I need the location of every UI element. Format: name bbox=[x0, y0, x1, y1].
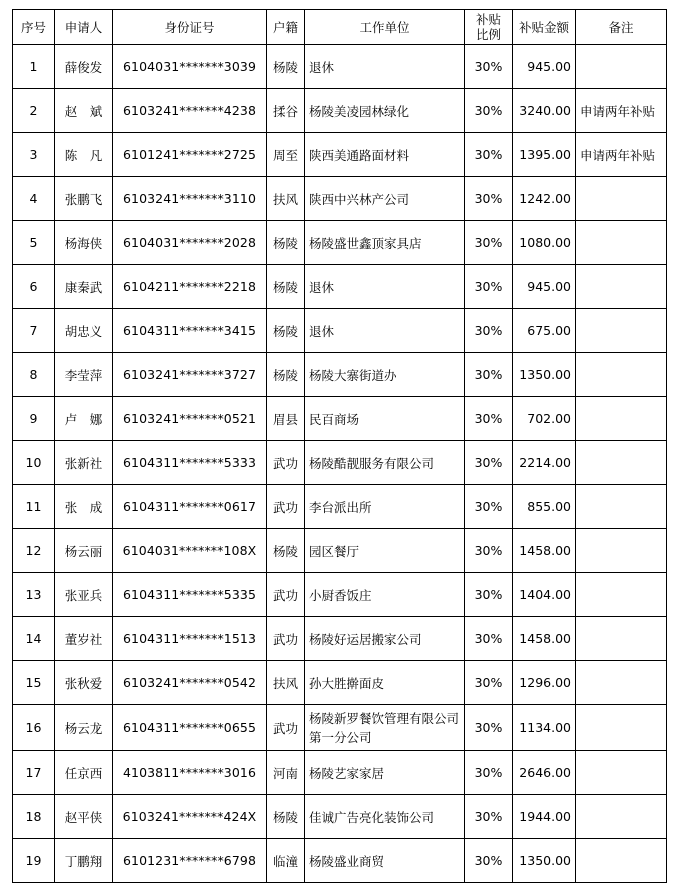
cell-id-number: 6104311*******0655 bbox=[113, 705, 267, 751]
cell-hukou: 武功 bbox=[267, 485, 305, 529]
table-row bbox=[13, 221, 667, 265]
cell-seq: 16 bbox=[13, 705, 55, 751]
cell-amount: 702.00 bbox=[513, 397, 576, 441]
cell-employer: 杨陵盛世鑫顶家具店 bbox=[305, 221, 465, 265]
table-body bbox=[13, 45, 667, 883]
cell-applicant: 康秦武 bbox=[55, 265, 113, 309]
cell-remark bbox=[576, 397, 667, 441]
cell-applicant: 张秋爱 bbox=[55, 661, 113, 705]
header-ratio bbox=[465, 10, 513, 45]
cell-remark bbox=[576, 265, 667, 309]
table-row bbox=[13, 353, 667, 397]
header-seq: 序号 bbox=[13, 10, 55, 45]
cell-seq: 18 bbox=[13, 795, 55, 839]
cell-employer: 杨陵大寨街道办 bbox=[305, 353, 465, 397]
table-header bbox=[13, 10, 667, 45]
table-row bbox=[13, 795, 667, 839]
cell-id-number: 6104311*******5335 bbox=[113, 573, 267, 617]
cell-id-number: 6104311*******0617 bbox=[113, 485, 267, 529]
cell-remark bbox=[576, 177, 667, 221]
cell-applicant: 丁鹏翔 bbox=[55, 839, 113, 883]
cell-amount: 675.00 bbox=[513, 309, 576, 353]
cell-id-number: 6104031*******2028 bbox=[113, 221, 267, 265]
cell-employer: 小厨香饭庄 bbox=[305, 573, 465, 617]
header-employer: 工作单位 bbox=[305, 10, 465, 45]
cell-hukou: 眉县 bbox=[267, 397, 305, 441]
cell-employer: 杨陵新罗餐饮管理有限公司第一分公司 bbox=[305, 705, 465, 751]
cell-applicant: 卢 娜 bbox=[55, 397, 113, 441]
cell-amount: 1242.00 bbox=[513, 177, 576, 221]
cell-remark bbox=[576, 705, 667, 751]
cell-id-number: 6103241*******3727 bbox=[113, 353, 267, 397]
cell-applicant: 胡忠义 bbox=[55, 309, 113, 353]
cell-remark bbox=[576, 485, 667, 529]
cell-applicant: 张新社 bbox=[55, 441, 113, 485]
cell-amount: 1296.00 bbox=[513, 661, 576, 705]
cell-ratio: 30% bbox=[465, 705, 513, 751]
cell-seq: 19 bbox=[13, 839, 55, 883]
cell-hukou: 周至 bbox=[267, 133, 305, 177]
cell-ratio: 30% bbox=[465, 573, 513, 617]
cell-employer: 陕西美通路面材料 bbox=[305, 133, 465, 177]
cell-seq: 5 bbox=[13, 221, 55, 265]
cell-applicant: 陈 凡 bbox=[55, 133, 113, 177]
cell-id-number: 6104311*******1513 bbox=[113, 617, 267, 661]
cell-amount: 3240.00 bbox=[513, 89, 576, 133]
cell-remark bbox=[576, 839, 667, 883]
cell-amount: 1458.00 bbox=[513, 529, 576, 573]
cell-amount: 1080.00 bbox=[513, 221, 576, 265]
cell-id-number: 6101231*******6798 bbox=[113, 839, 267, 883]
cell-ratio: 30% bbox=[465, 617, 513, 661]
cell-remark bbox=[576, 353, 667, 397]
table-row bbox=[13, 751, 667, 795]
cell-amount: 1134.00 bbox=[513, 705, 576, 751]
cell-seq: 9 bbox=[13, 397, 55, 441]
cell-seq: 3 bbox=[13, 133, 55, 177]
cell-ratio: 30% bbox=[465, 177, 513, 221]
cell-applicant: 薛俊发 bbox=[55, 45, 113, 89]
header-remark: 备注 bbox=[576, 10, 667, 45]
cell-ratio: 30% bbox=[465, 839, 513, 883]
cell-seq: 11 bbox=[13, 485, 55, 529]
cell-ratio: 30% bbox=[465, 529, 513, 573]
cell-ratio: 30% bbox=[465, 353, 513, 397]
cell-amount: 855.00 bbox=[513, 485, 576, 529]
cell-ratio: 30% bbox=[465, 133, 513, 177]
cell-seq: 8 bbox=[13, 353, 55, 397]
cell-ratio: 30% bbox=[465, 661, 513, 705]
table-row bbox=[13, 661, 667, 705]
cell-id-number: 6104211*******2218 bbox=[113, 265, 267, 309]
header-applicant: 申请人 bbox=[55, 10, 113, 45]
cell-amount: 945.00 bbox=[513, 45, 576, 89]
cell-employer: 佳诚广告亮化装饰公司 bbox=[305, 795, 465, 839]
cell-hukou: 揉谷 bbox=[267, 89, 305, 133]
cell-ratio: 30% bbox=[465, 89, 513, 133]
cell-hukou: 扶风 bbox=[267, 177, 305, 221]
table-row bbox=[13, 265, 667, 309]
cell-ratio: 30% bbox=[465, 751, 513, 795]
cell-applicant: 张鹏飞 bbox=[55, 177, 113, 221]
table-row bbox=[13, 441, 667, 485]
cell-hukou: 扶风 bbox=[267, 661, 305, 705]
header-hukou: 户籍 bbox=[267, 10, 305, 45]
cell-remark bbox=[576, 617, 667, 661]
cell-employer: 退休 bbox=[305, 265, 465, 309]
cell-ratio: 30% bbox=[465, 795, 513, 839]
cell-applicant: 赵 斌 bbox=[55, 89, 113, 133]
cell-employer: 杨陵美凌园林绿化 bbox=[305, 89, 465, 133]
cell-employer: 杨陵艺家家居 bbox=[305, 751, 465, 795]
cell-seq: 7 bbox=[13, 309, 55, 353]
table-row bbox=[13, 133, 667, 177]
header-row bbox=[13, 10, 667, 45]
header-ratio-line1: 补贴 bbox=[475, 12, 501, 27]
table-row bbox=[13, 177, 667, 221]
cell-amount: 1395.00 bbox=[513, 133, 576, 177]
cell-seq: 6 bbox=[13, 265, 55, 309]
cell-id-number: 6104311*******5333 bbox=[113, 441, 267, 485]
cell-amount: 2646.00 bbox=[513, 751, 576, 795]
cell-seq: 13 bbox=[13, 573, 55, 617]
cell-employer: 退休 bbox=[305, 45, 465, 89]
cell-hukou: 杨陵 bbox=[267, 353, 305, 397]
cell-employer: 园区餐厅 bbox=[305, 529, 465, 573]
cell-id-number: 6103241*******0521 bbox=[113, 397, 267, 441]
cell-seq: 17 bbox=[13, 751, 55, 795]
cell-employer: 民百商场 bbox=[305, 397, 465, 441]
cell-applicant: 杨云龙 bbox=[55, 705, 113, 751]
cell-id-number: 6104311*******3415 bbox=[113, 309, 267, 353]
cell-employer: 杨陵好运居搬家公司 bbox=[305, 617, 465, 661]
cell-remark bbox=[576, 309, 667, 353]
header-ratio-line2: 比例 bbox=[475, 27, 501, 42]
cell-hukou: 武功 bbox=[267, 705, 305, 751]
cell-remark bbox=[576, 795, 667, 839]
cell-employer: 退休 bbox=[305, 309, 465, 353]
cell-remark bbox=[576, 573, 667, 617]
cell-seq: 12 bbox=[13, 529, 55, 573]
cell-applicant: 赵平侠 bbox=[55, 795, 113, 839]
cell-id-number: 6104031*******3039 bbox=[113, 45, 267, 89]
cell-applicant: 张亚兵 bbox=[55, 573, 113, 617]
header-id-number: 身份证号 bbox=[113, 10, 267, 45]
table-row bbox=[13, 309, 667, 353]
cell-amount: 1458.00 bbox=[513, 617, 576, 661]
cell-id-number: 6104031*******108X bbox=[113, 529, 267, 573]
cell-ratio: 30% bbox=[465, 45, 513, 89]
cell-applicant: 张 成 bbox=[55, 485, 113, 529]
cell-seq: 10 bbox=[13, 441, 55, 485]
cell-id-number: 6103241*******424X bbox=[113, 795, 267, 839]
cell-remark bbox=[576, 45, 667, 89]
table-row bbox=[13, 839, 667, 883]
cell-employer: 杨陵酷靓服务有限公司 bbox=[305, 441, 465, 485]
cell-amount: 945.00 bbox=[513, 265, 576, 309]
header-amount: 补贴金额 bbox=[513, 10, 576, 45]
cell-remark bbox=[576, 441, 667, 485]
cell-remark: 申请两年补贴 bbox=[576, 89, 667, 133]
cell-employer: 陕西中兴林产公司 bbox=[305, 177, 465, 221]
cell-amount: 1944.00 bbox=[513, 795, 576, 839]
cell-remark bbox=[576, 221, 667, 265]
cell-id-number: 6103241*******4238 bbox=[113, 89, 267, 133]
cell-applicant: 杨海侠 bbox=[55, 221, 113, 265]
table-row bbox=[13, 617, 667, 661]
table-row bbox=[13, 529, 667, 573]
cell-hukou: 河南 bbox=[267, 751, 305, 795]
subsidy-table bbox=[12, 9, 667, 883]
table-row bbox=[13, 705, 667, 751]
cell-employer: 李台派出所 bbox=[305, 485, 465, 529]
cell-amount: 1350.00 bbox=[513, 353, 576, 397]
cell-ratio: 30% bbox=[465, 309, 513, 353]
cell-ratio: 30% bbox=[465, 485, 513, 529]
cell-remark bbox=[576, 529, 667, 573]
cell-remark bbox=[576, 751, 667, 795]
cell-ratio: 30% bbox=[465, 441, 513, 485]
cell-ratio: 30% bbox=[465, 221, 513, 265]
cell-remark bbox=[576, 661, 667, 705]
cell-applicant: 李莹萍 bbox=[55, 353, 113, 397]
table-row bbox=[13, 45, 667, 89]
cell-seq: 4 bbox=[13, 177, 55, 221]
cell-id-number: 6103241*******3110 bbox=[113, 177, 267, 221]
cell-hukou: 杨陵 bbox=[267, 45, 305, 89]
cell-hukou: 杨陵 bbox=[267, 529, 305, 573]
cell-hukou: 武功 bbox=[267, 617, 305, 661]
cell-employer: 孙大胜擀面皮 bbox=[305, 661, 465, 705]
cell-seq: 14 bbox=[13, 617, 55, 661]
cell-seq: 2 bbox=[13, 89, 55, 133]
cell-seq: 15 bbox=[13, 661, 55, 705]
cell-employer: 杨陵盛业商贸 bbox=[305, 839, 465, 883]
cell-hukou: 临潼 bbox=[267, 839, 305, 883]
cell-ratio: 30% bbox=[465, 265, 513, 309]
cell-amount: 1350.00 bbox=[513, 839, 576, 883]
cell-id-number: 4103811*******3016 bbox=[113, 751, 267, 795]
table-row bbox=[13, 89, 667, 133]
cell-hukou: 杨陵 bbox=[267, 795, 305, 839]
cell-applicant: 任京西 bbox=[55, 751, 113, 795]
cell-seq: 1 bbox=[13, 45, 55, 89]
cell-hukou: 武功 bbox=[267, 441, 305, 485]
cell-hukou: 武功 bbox=[267, 573, 305, 617]
cell-hukou: 杨陵 bbox=[267, 221, 305, 265]
table-row bbox=[13, 573, 667, 617]
cell-amount: 1404.00 bbox=[513, 573, 576, 617]
cell-amount: 2214.00 bbox=[513, 441, 576, 485]
table-row bbox=[13, 397, 667, 441]
cell-id-number: 6101241*******2725 bbox=[113, 133, 267, 177]
cell-remark: 申请两年补贴 bbox=[576, 133, 667, 177]
table-row bbox=[13, 485, 667, 529]
cell-id-number: 6103241*******0542 bbox=[113, 661, 267, 705]
cell-hukou: 杨陵 bbox=[267, 309, 305, 353]
cell-applicant: 杨云丽 bbox=[55, 529, 113, 573]
cell-applicant: 董岁社 bbox=[55, 617, 113, 661]
cell-hukou: 杨陵 bbox=[267, 265, 305, 309]
cell-ratio: 30% bbox=[465, 397, 513, 441]
